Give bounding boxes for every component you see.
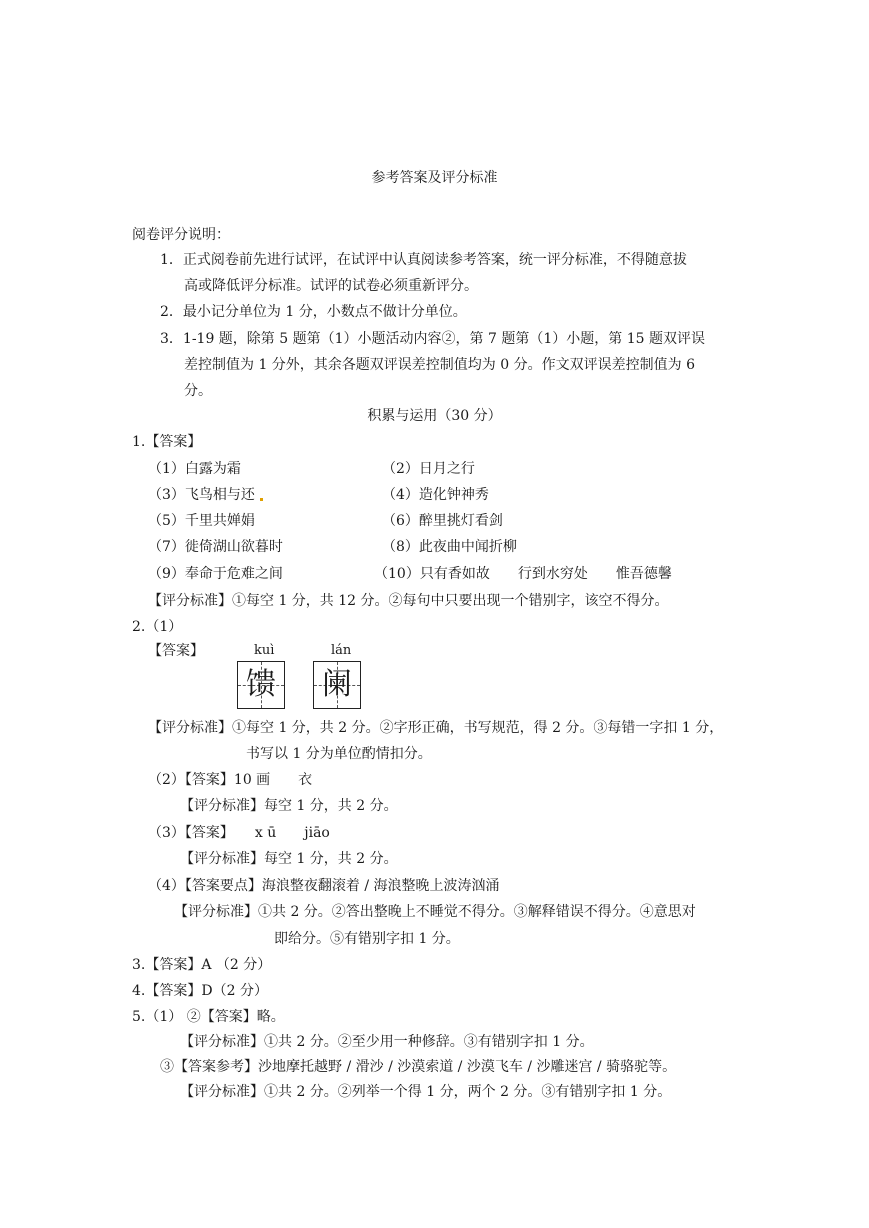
intro-heading: 阅卷评分说明： [132,227,230,243]
grid-char-1: 馈 [246,667,276,702]
q3-answer: 3.【答案】A （2 分） [132,957,272,973]
q1-answer-6: （6）醉里挑灯看剑 [382,513,503,529]
section-title: 积累与运用（30 分） [367,408,502,424]
q2-p3-standard: 【评分标准】每空 1 分，共 2 分。 [180,851,398,867]
highlight-mark [260,498,263,501]
q5-answer-3: ③【答案参考】沙地摩托越野 / 滑沙 / 沙漠索道 / 沙漠飞车 / 沙雕迷宫 / 骑骆驼等。 [160,1059,677,1075]
q1-answer-10: （10）只有香如故 行到水穷处 惟吾德馨 [374,566,672,582]
intro-item-1: 1．正式阅卷前先进行试评，在试评中认真阅读参考答案，统一评分标准，不得随意拔 [160,252,687,268]
intro-item-1-cont: 高或降低评分标准。试评的试卷必须重新评分。 [184,278,478,294]
grid-char-2: 阑 [322,667,352,702]
q2-standard-2: 书写以 1 分为单位酌情扣分。 [246,746,432,762]
char-grid-box-1 [237,661,285,709]
intro-item-3: 3．1-19 题，除第 5 题第（1）小题活动内容②，第 7 题第（1）小题，第 15 题双评误 [160,331,705,347]
intro-item-2: 2．最小记分单位为 1 分，小数点不做计分单位。 [160,304,467,320]
q1-answer-5: （5）千里共婵娟 [148,513,255,529]
q5-standard-1: 【评分标准】①共 2 分。②至少用一种修辞。③有错别字扣 1 分。 [180,1034,594,1050]
q2-head: 2.（1） [132,619,183,635]
q2-p4-standard-2: 即给分。⑤有错别字扣 1 分。 [274,931,460,947]
q4-answer: 4.【答案】D（2 分） [132,983,268,999]
q1-answer-7: （7）徙倚湖山欲暮时 [148,539,283,555]
q5-standard-2: 【评分标准】①共 2 分。②列举一个得 1 分，两个 2 分。③有错别字扣 1 分。 [180,1084,672,1100]
q2-answer-label: 【答案】 [148,643,204,659]
q5-answer: 5.（1） ②【答案】略。 [132,1009,285,1025]
q1-answer-2: （2）日月之行 [382,461,475,477]
intro-item-3-cont: 差控制值为 1 分外，其余各题双评误差控制值均为 0 分。作文双评误差控制值为 6 [184,357,695,373]
q1-answer-4: （4）造化钟神秀 [382,487,489,503]
q2-p4-standard-1: 【评分标准】①共 2 分。②答出整晚上不睡觉不得分。③解释错误不得分。④意思对 [174,904,696,920]
pinyin-1: kuì [254,643,275,658]
intro-item-3-cont2: 分。 [184,383,212,399]
q2-standard-1: 【评分标准】①每空 1 分，共 2 分。②字形正确，书写规范，得 2 分。③每错一字扣 1 分， [148,720,724,736]
q1-head: 1.【答案】 [132,434,202,450]
q2-p3-answer: （3）【答案】 x ū jiāo [148,825,330,841]
page-title: 参考答案及评分标准 [371,170,498,186]
pinyin-2: lán [331,643,352,658]
q2-p2-standard: 【评分标准】每空 1 分，共 2 分。 [180,798,398,814]
q1-answer-9: （9）奉命于危难之间 [148,566,283,582]
q2-p2-answer: （2）【答案】10 画 衣 [148,772,313,788]
q1-answer-3: （3）飞鸟相与还 [148,487,255,503]
q2-p4-answer: （4）【答案要点】海浪整夜翻滚着 / 海浪整晚上波涛汹涌 [148,878,500,894]
q1-answer-1: （1）白露为霜 [148,461,241,477]
q1-answer-8: （8）此夜曲中闻折柳 [382,539,517,555]
q1-standard: 【评分标准】①每空 1 分，共 12 分。②每句中只要出现一个错别字，该空不得分。 [148,593,669,609]
char-grid-box-2 [313,661,361,709]
